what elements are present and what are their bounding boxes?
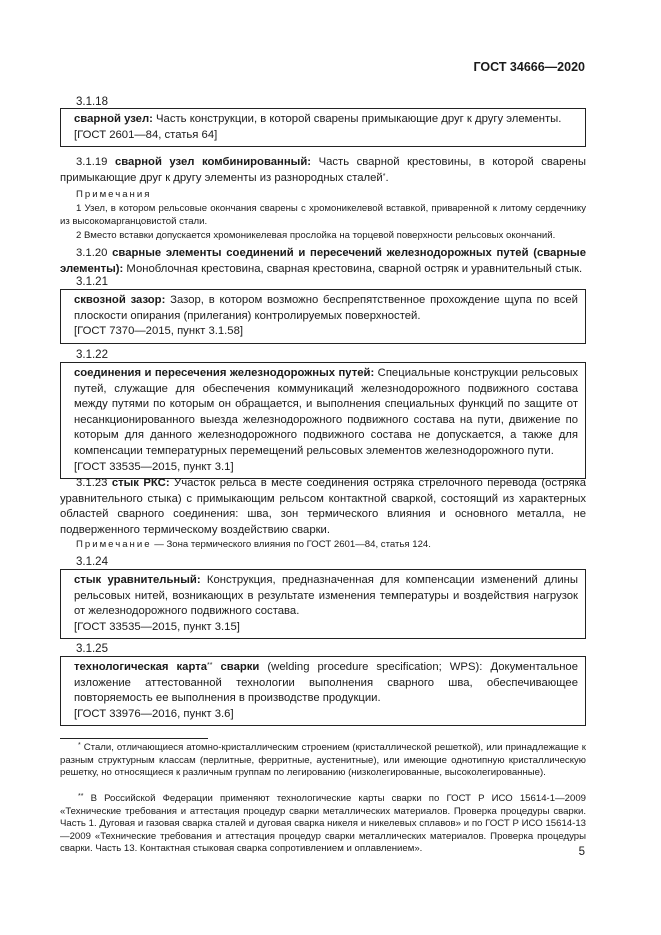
term-suffix: сварки bbox=[212, 661, 260, 673]
clause-3-1-23 bbox=[60, 476, 586, 538]
definition: (welding procedure specification; WPS): Документальное изложение аттестованной технологии выполнения сварного шва, обеспечивающее повторяемость ее выполнения в производстве продукции. bbox=[74, 661, 578, 705]
term: стык уравнительный: bbox=[74, 574, 201, 586]
definition-box-3-1-18 bbox=[60, 108, 586, 147]
definition: Зазор, в котором возможно беспрепятственное прохождение щупа по всей плоскости опирания (прилегания) контролируемых поверхностей. bbox=[74, 294, 578, 322]
term: сварной узел комбинированный: bbox=[114, 156, 312, 168]
source-reference: [ГОСТ 33535—2015, пункт 3.1] bbox=[74, 460, 234, 473]
source-reference: [ГОСТ 7370—2015, пункт 3.1.58] bbox=[74, 325, 244, 338]
term: соединения и пересечения железнодорожных путей: bbox=[74, 367, 375, 379]
footnote-1 bbox=[60, 742, 586, 780]
definition-box-3-1-24 bbox=[60, 569, 586, 639]
definition-box-3-1-22 bbox=[60, 362, 586, 479]
footnote-separator bbox=[60, 738, 208, 739]
document-code-header: ГОСТ 34666—2020 bbox=[473, 60, 585, 74]
footnote-mark: * bbox=[382, 172, 386, 180]
term: сварной узел: bbox=[74, 113, 153, 125]
clause-number: 3.1.20 bbox=[76, 247, 113, 259]
term: технологическая карта bbox=[74, 661, 208, 673]
definition: Участок рельса в месте соединения остряка стрелочного перевода (остряка уравнительного стыка) с примыкающим рельсом контактной сваркой, состоящий из характерных областей сварного соединения: шва, зон термического влияния и основного металла, не подверженного термическому воздействию сварки. bbox=[60, 477, 586, 536]
footnote-mark: ** bbox=[78, 793, 84, 800]
definition-box-3-1-21 bbox=[60, 289, 586, 344]
source-reference: [ГОСТ 2601—84, статья 64] bbox=[74, 128, 218, 141]
term: стык РКС: bbox=[111, 477, 170, 489]
footnote-2 bbox=[60, 793, 586, 856]
clause-3-1-23-note bbox=[60, 538, 586, 551]
definition: Часть сварной крестовины, в которой сварены примыкающие друг к другу элементы из разнородных сталей bbox=[60, 156, 586, 184]
footnote-mark: * bbox=[78, 742, 81, 749]
term: сквозной зазор: bbox=[74, 294, 166, 306]
clause-3-1-19 bbox=[60, 155, 586, 186]
page-number: 5 bbox=[578, 846, 585, 858]
clause-number-3-1-21: 3.1.21 bbox=[76, 276, 108, 288]
clause-number: 3.1.19 bbox=[76, 156, 115, 168]
footnote-text: Стали, отличающиеся атомно-кристаллическим строением (кристаллической решеткой), или принадлежащие к разным структурным классам (перлитные, ферритные, аустенитные), или имеющие однотипную кристаллическую решетку, но относящиеся к различным группам по легированию (низколегированные, высоколегированные). bbox=[60, 742, 586, 779]
footnote-text: В Российской Федерации применяют технологические карты сварки по ГОСТ Р ИСО 15614-1—2009 «Технические требования и аттестация процедур сварки металлических материалов. Проверка процедуры сварки. Часть 1. Дуговая и газовая сварка сталей и дуговая сварка никеля и никелевых сплавов» и по ГОСТ Р ИСО 15614-13—2009 «Технические требования и аттестация процедур сварки металлических материалов. Проверка процедуры сварки. Часть 13. Контактная стыковая сварка сопротивлением и оплавлением». bbox=[60, 793, 586, 855]
source-reference: [ГОСТ 33535—2015, пункт 3.15] bbox=[74, 620, 240, 633]
clause-number-3-1-18: 3.1.18 bbox=[76, 96, 108, 108]
period: . bbox=[385, 171, 389, 184]
note-label: Примечание bbox=[76, 539, 152, 550]
source-reference: [ГОСТ 33976—2016, пункт 3.6] bbox=[74, 707, 234, 720]
clause-3-1-20 bbox=[60, 246, 586, 277]
note-text: — Зона термического влияния по ГОСТ 2601—84, статья 124. bbox=[151, 539, 431, 550]
note-1: 1 Узел, в котором рельсовые окончания сварены с хромоникелевой вставкой, приваренной к литому сердечнику из высокомарганцовистой стали. bbox=[60, 203, 586, 227]
footnote-mark: ** bbox=[207, 662, 213, 669]
definition: Часть конструкции, в которой сварены примыкающие друг к другу элементы. bbox=[152, 113, 562, 125]
definition-box-3-1-25 bbox=[60, 656, 586, 726]
clause-number-3-1-24: 3.1.24 bbox=[76, 556, 108, 568]
clause-number-3-1-25: 3.1.25 bbox=[76, 643, 108, 655]
clause-number: 3.1.23 bbox=[76, 477, 112, 489]
term: сварные элементы соединений и пересечений железнодорожных путей (сварные элементы): bbox=[60, 247, 586, 275]
definition: Моноблочная крестовина, сварная крестовина, сварной остряк и уравнительный стык. bbox=[123, 262, 583, 275]
notes-title: Примечания bbox=[76, 189, 152, 200]
definition: Конструкция, предназначенная для компенсации изменений длины рельсовых нитей, возникающих в результате изменения температуры и воздействия нагрузок от железнодорожного подвижного состава. bbox=[74, 574, 579, 618]
clause-number-3-1-22: 3.1.22 bbox=[76, 349, 108, 361]
note-2: 2 Вместо вставки допускается хромоникелевая прослойка на торцевой поверхности рельсовых окончаний. bbox=[76, 230, 556, 241]
definition: Специальные конструкции рельсовых путей, служащие для обеспечения коммуникаций железнодорожного подвижного состава между путями по которым он обращается, и выполнения специальных функций по защите от несанкционированного выезда железнодорожного подвижного состава на пути, движение по которым для данного железнодорожного подвижного состава не допускается, а также для компенсации температурных перемещений рельсовых элементов железнодорожного пути. bbox=[74, 367, 579, 457]
